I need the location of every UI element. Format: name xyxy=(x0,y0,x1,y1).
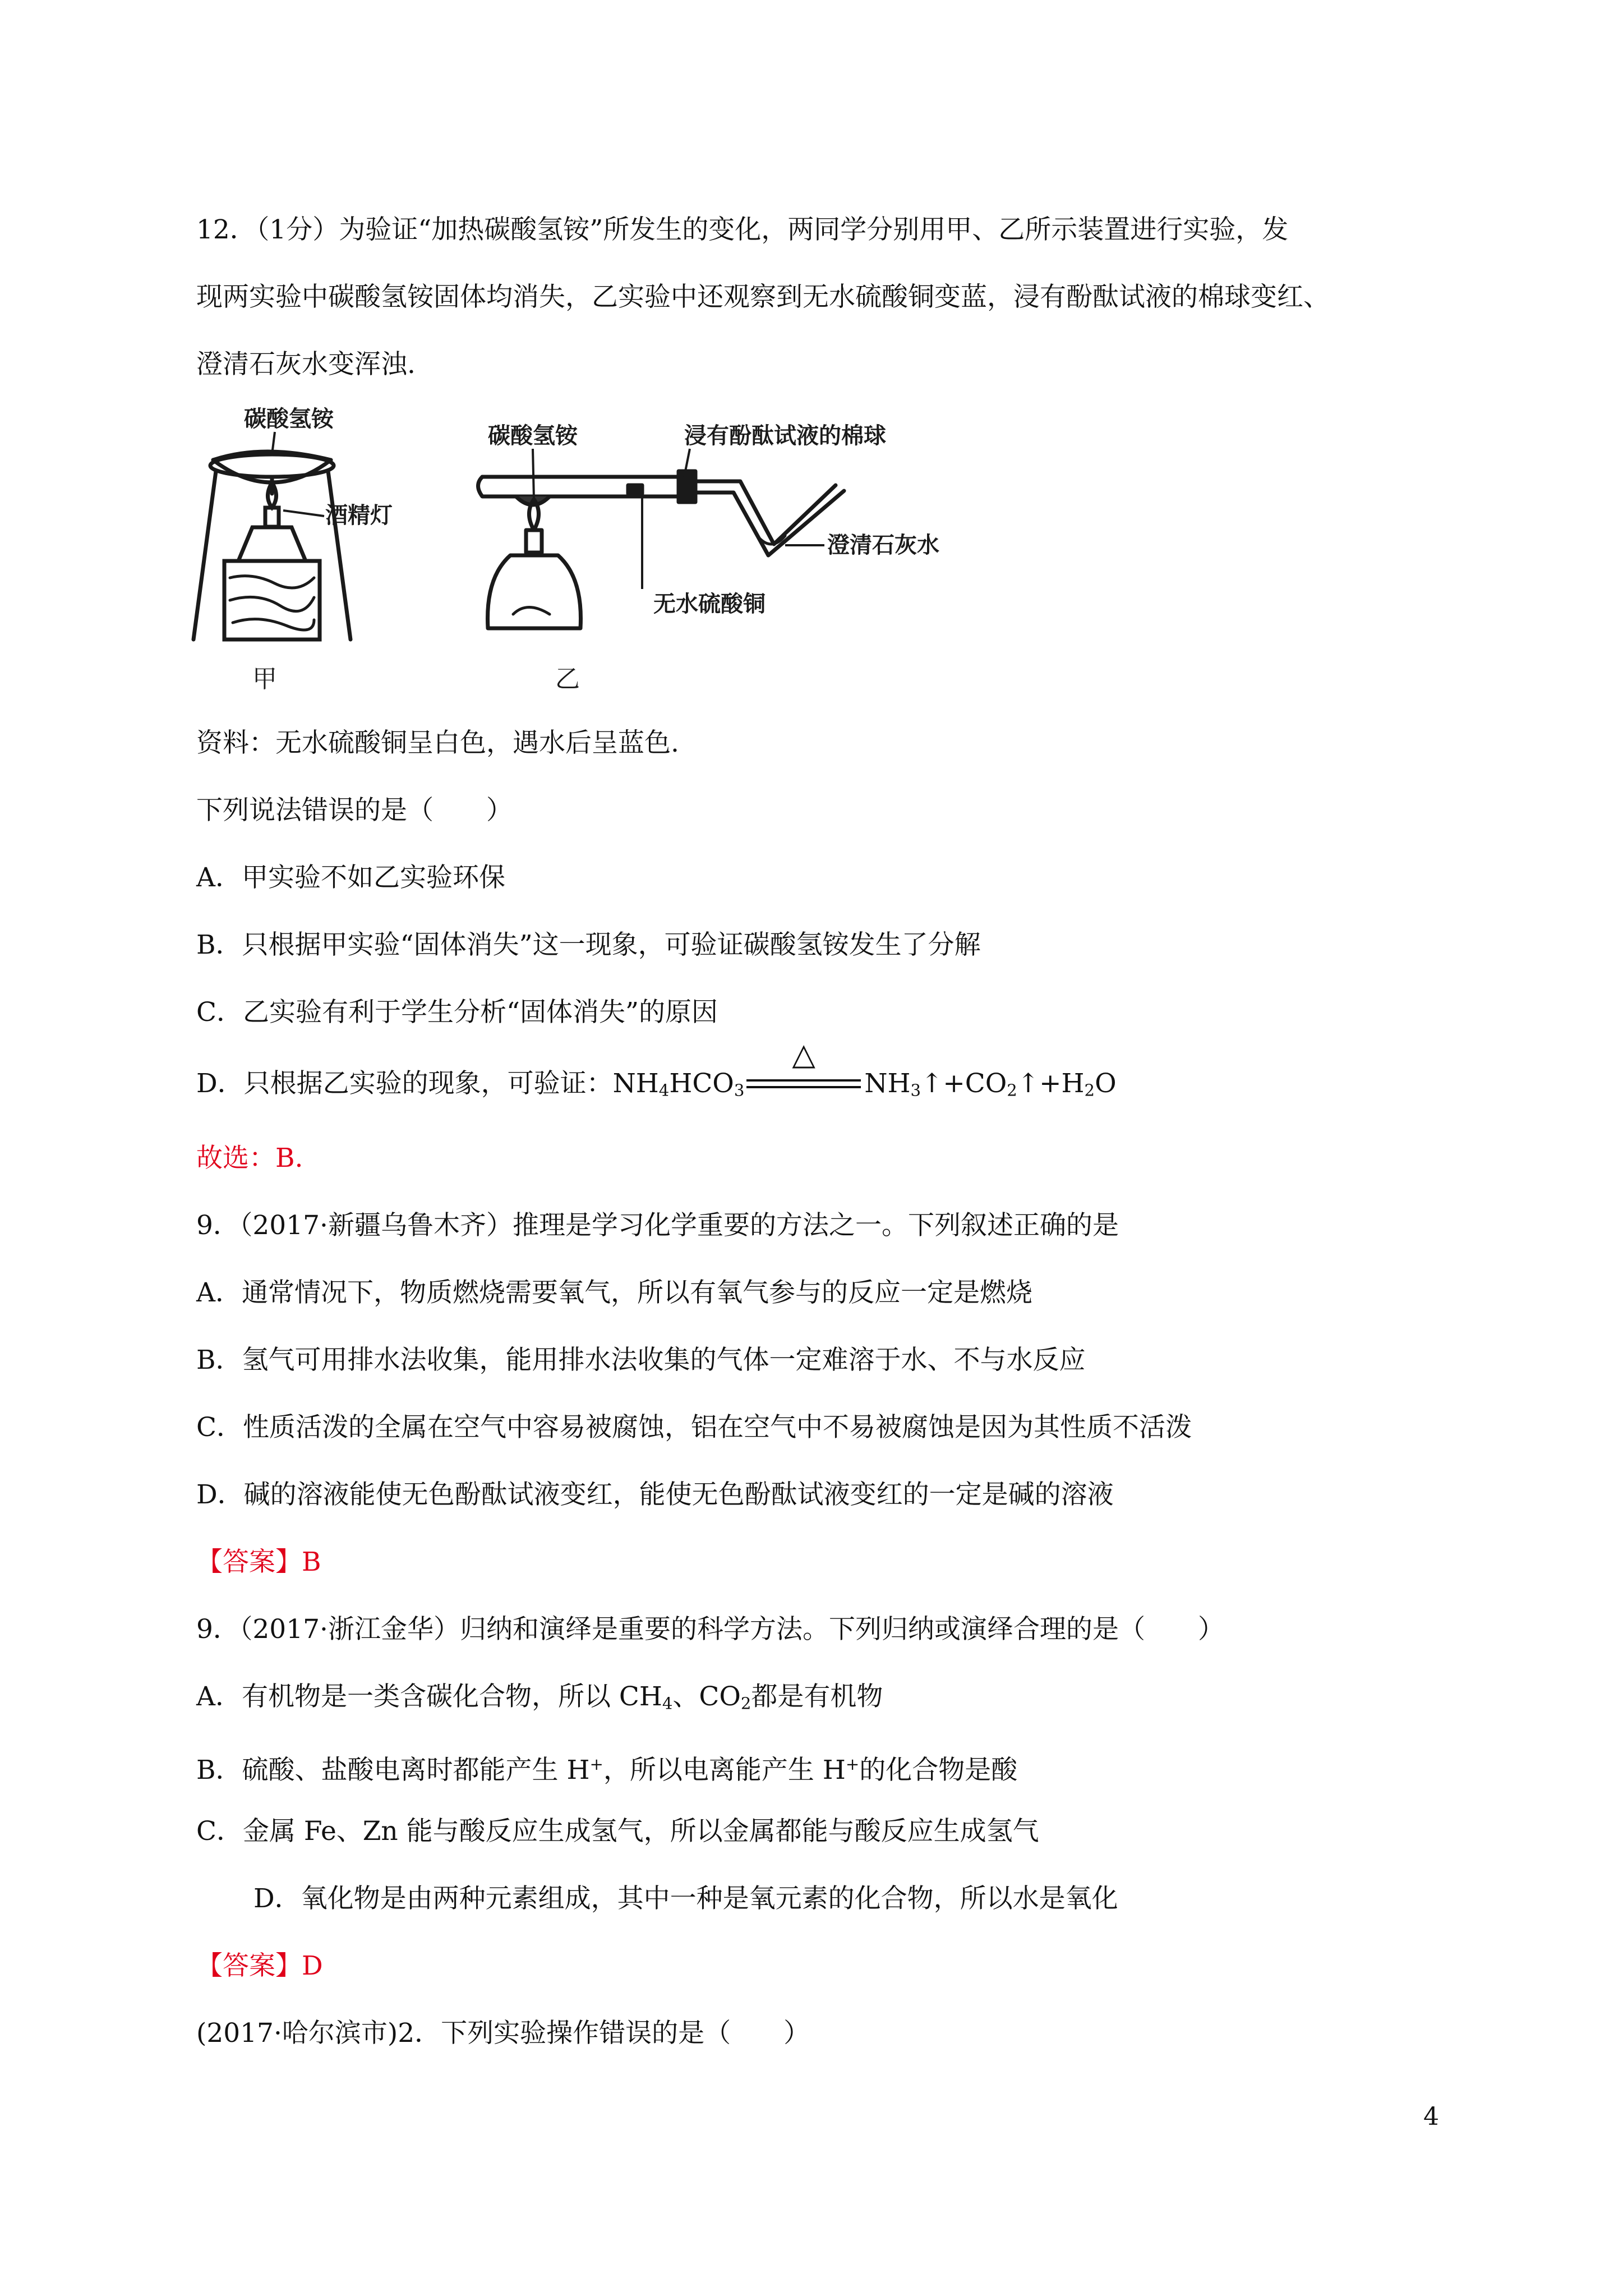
q12-line-2: 现两实验中碳酸氢铵固体均消失，乙实验中还观察到无水硫酸铜变蓝，浸有酚酞试液的棉球变红、 xyxy=(196,282,1330,312)
q12-line-3: 澄清石灰水变浑浊. xyxy=(196,349,416,380)
q9b-option-d: D．氧化物是由两种元素组成，其中一种是氧元素的化合物，所以水是氧化 xyxy=(253,1883,1118,1914)
q12-option-c: C．乙实验有利于学生分析“固体消失”的原因 xyxy=(196,997,718,1028)
yi-cuso4-label: 无水硫酸铜 xyxy=(653,591,766,617)
yi-limewater-label: 澄清石灰水 xyxy=(827,532,939,558)
q2-stem: (2017·哈尔滨市)2．下列实验操作错误的是（ ） xyxy=(196,2018,810,2049)
jia-caption: 甲 xyxy=(252,665,277,693)
reaction-condition: △ xyxy=(744,1066,864,1102)
yi-cotton-label: 浸有酚酞试液的棉球 xyxy=(684,423,886,449)
jia-lamp-label: 酒精灯 xyxy=(325,503,393,528)
q12-info: 资料：无水硫酸铜呈白色，遇水后呈蓝色. xyxy=(196,728,679,758)
experiment-figure xyxy=(191,393,1043,707)
q12-option-d: D．只根据乙实验的现象，可验证：$NH_4HCO_3$ △ $NH_3↑+CO_2↑+H_2O$ xyxy=(196,1066,1117,1108)
q12-stem: 下列说法错误的是（ ） xyxy=(196,795,513,826)
q12-answer: 故选：B. xyxy=(196,1143,303,1174)
q9b-option-a: A．有机物是一类含碳化合物，所以 $CH_4$、$CO_2$都是有机物 xyxy=(196,1681,883,1713)
q9b-stem: 9．（2017·浙江金华）归纳和演绎是重要的科学方法。下列归纳或演绎合理的是（ ） xyxy=(196,1614,1224,1645)
q9b-answer: 【答案】D xyxy=(196,1950,323,1981)
jia-reagent-label: 碳酸氢铵 xyxy=(244,406,334,432)
yi-caption: 乙 xyxy=(555,665,580,693)
q9a-option-b: B．氢气可用排水法收集，能用排水法收集的气体一定难溶于水、不与水反应 xyxy=(196,1345,1086,1375)
q9a-stem: 9．（2017·新疆乌鲁木齐）推理是学习化学重要的方法之一。下列叙述正确的是 xyxy=(196,1210,1119,1241)
q9a-answer: 【答案】B xyxy=(196,1547,321,1577)
q9a-option-d: D．碱的溶液能使无色酚酞试液变红，能使无色酚酞试液变红的一定是碱的溶液 xyxy=(196,1479,1114,1510)
q9b-option-b: B．硫酸、盐酸电离时都能产生 H+，所以电离能产生 H+的化合物是酸 xyxy=(196,1755,1018,1786)
page-number: 4 xyxy=(1423,2102,1439,2131)
q12-option-b: B．只根据甲实验“固体消失”这一现象，可验证碳酸氢铵发生了分解 xyxy=(196,930,981,960)
q9a-option-c: C．性质活泼的全属在空气中容易被腐蚀，铝在空气中不易被腐蚀是因为其性质不活泼 xyxy=(196,1412,1192,1443)
q9a-option-a: A．通常情况下，物质燃烧需要氧气，所以有氧气参与的反应一定是燃烧 xyxy=(196,1277,1032,1308)
yi-reagent-label: 碳酸氢铵 xyxy=(488,423,578,449)
q12-line-1: 12．（1分）为验证“加热碳酸氢铵”所发生的变化，两同学分别用甲、乙所示装置进行实验，发 xyxy=(196,214,1289,245)
q9b-option-c: C．金属 Fe、Zn 能与酸反应生成氢气，所以金属都能与酸反应生成氢气 xyxy=(196,1816,1039,1847)
jia-apparatus xyxy=(193,452,351,639)
q12-option-a: A．甲实验不如乙实验环保 xyxy=(196,862,505,893)
